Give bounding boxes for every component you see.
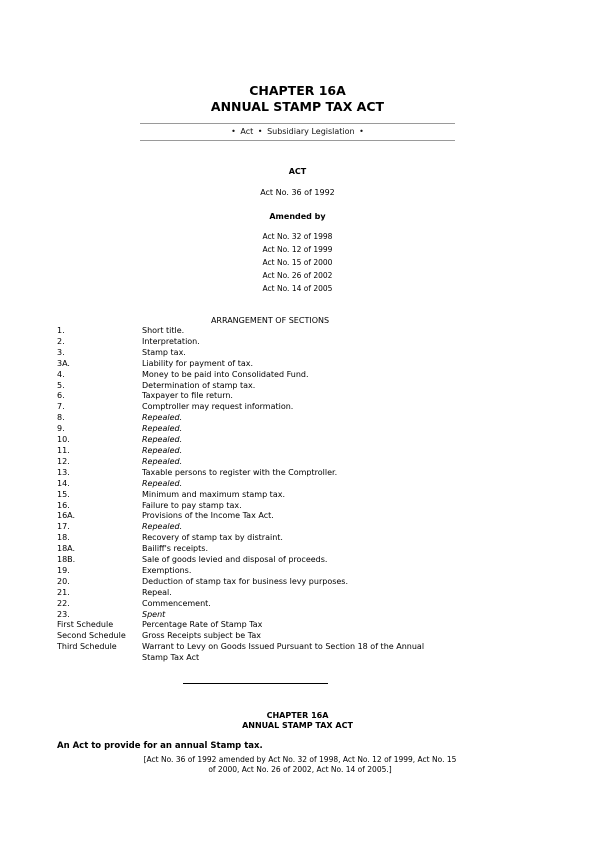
section-row[interactable] [57, 501, 442, 512]
section-number: Third Schedule [57, 642, 117, 652]
section-number: 12. [57, 456, 70, 466]
section-row[interactable] [57, 381, 442, 392]
section-row[interactable] [57, 435, 442, 446]
body-chapter-heading [0, 711, 595, 731]
section-title-link[interactable]: Repealed. [142, 413, 183, 423]
section-title-link[interactable]: Warrant to Levy on Goods Issued Pursuant to Section 18 of the Annual Stamp Tax Act [142, 642, 425, 663]
section-number: 22. [57, 598, 70, 608]
section-title-link[interactable]: Recovery of stamp tax by distraint. [142, 533, 283, 543]
section-row[interactable] [57, 326, 442, 337]
amended-by-label: Amended by [269, 212, 326, 221]
section-number: 23. [57, 609, 70, 619]
section-title-link[interactable]: Liability for payment of tax. [142, 358, 254, 368]
nav-bullet: • [231, 127, 236, 136]
section-number: 15. [57, 489, 70, 499]
section-number: 17. [57, 522, 70, 532]
section-number: 13. [57, 467, 70, 477]
section-number: 16A. [57, 511, 76, 521]
section-row[interactable] [57, 479, 442, 490]
section-title-link[interactable]: Determination of stamp tax. [142, 380, 256, 390]
section-title-link[interactable]: Money to be paid into Consolidated Fund. [142, 369, 309, 379]
nav-bullet: • [359, 127, 364, 136]
section-number: 14. [57, 478, 70, 488]
section-title-link[interactable]: Repealed. [142, 445, 183, 455]
amendment-item: Act No. 32 of 1998 [262, 232, 333, 241]
section-row[interactable] [57, 511, 442, 522]
long-title: An Act to provide for an annual Stamp tax. [57, 741, 263, 751]
section-number: Second Schedule [57, 631, 126, 641]
section-number: 1. [57, 326, 65, 335]
section-row[interactable] [57, 457, 442, 468]
body-act-title: ANNUAL STAMP TAX ACT [242, 721, 353, 730]
section-number: 21. [57, 587, 70, 597]
section-number: 3A. [57, 358, 70, 368]
nav-bottom-rule [140, 140, 455, 141]
section-number: 9. [57, 424, 65, 434]
section-title-link[interactable]: Taxable persons to register with the Comptroller. [142, 467, 338, 477]
section-row[interactable] [57, 544, 442, 555]
section-row[interactable] [57, 577, 442, 588]
section-title-link[interactable]: Deduction of stamp tax for business levy purposes. [142, 576, 349, 586]
section-title-link[interactable]: Provisions of the Income Tax Act. [142, 511, 274, 521]
amendment-citation: [Act No. 36 of 1992 amended by Act No. 32 of 1998, Act No. 12 of 1999, Act No. 15 of 2000, Act No. 26 of 2002, Act No. 14 of 2005.] [143, 755, 457, 774]
section-title-link[interactable]: Repealed. [142, 522, 183, 532]
section-title-link[interactable]: Gross Receipts subject be Tax [142, 631, 261, 641]
amendment-item: Act No. 15 of 2000 [262, 258, 333, 267]
section-row[interactable] [57, 566, 442, 577]
section-number: 19. [57, 565, 70, 575]
section-row[interactable] [57, 631, 442, 642]
section-title-link[interactable]: Failure to pay stamp tax. [142, 500, 242, 510]
section-row[interactable] [57, 413, 442, 424]
section-title-link[interactable]: Bailiff's receipts. [142, 544, 208, 554]
section-row[interactable] [57, 468, 442, 479]
section-row[interactable] [57, 522, 442, 533]
body-chapter-number: CHAPTER 16A [266, 711, 329, 720]
section-number: 18B. [57, 555, 76, 565]
section-row[interactable] [57, 533, 442, 544]
section-number: 10. [57, 435, 70, 445]
act-heading: ACT [288, 167, 307, 176]
subsidiary-legislation-link[interactable]: Subsidiary Legislation [267, 127, 355, 136]
section-row[interactable] [57, 490, 442, 501]
section-title-link[interactable]: Minimum and maximum stamp tax. [142, 489, 285, 499]
section-number: 5. [57, 380, 65, 390]
section-number: 3. [57, 347, 65, 357]
section-row[interactable] [57, 348, 442, 359]
section-number: 18A. [57, 544, 76, 554]
section-title-link[interactable]: Percentage Rate of Stamp Tax [142, 620, 263, 630]
section-title-link[interactable]: Taxpayer to file return. [142, 391, 233, 401]
section-row[interactable] [57, 359, 442, 370]
amendment-list [0, 230, 595, 295]
section-row[interactable] [57, 620, 442, 631]
section-title-link[interactable]: Repealed. [142, 435, 183, 445]
section-row[interactable] [57, 599, 442, 610]
section-number: 7. [57, 402, 65, 412]
section-row[interactable] [57, 424, 442, 435]
chapter-heading: CHAPTER 16A [249, 83, 346, 98]
section-title-link[interactable]: Interpretation. [142, 336, 200, 346]
section-title-link[interactable]: Exemptions. [142, 565, 192, 575]
section-title-link[interactable]: Short title. [142, 326, 185, 335]
section-number: 16. [57, 500, 70, 510]
amendment-item: Act No. 12 of 1999 [262, 245, 333, 254]
section-row[interactable] [57, 555, 442, 566]
sections-table [57, 326, 442, 664]
section-title-link[interactable]: Repeal. [142, 587, 172, 597]
section-number: 2. [57, 336, 65, 346]
section-number: First Schedule [57, 620, 114, 630]
section-number: 6. [57, 391, 65, 401]
section-row[interactable] [57, 610, 442, 621]
amendment-item: Act No. 14 of 2005 [262, 284, 333, 293]
section-separator [183, 683, 328, 684]
section-row[interactable] [57, 446, 442, 457]
section-row[interactable] [57, 391, 442, 402]
section-title-link[interactable]: Commencement. [142, 598, 211, 608]
act-title-heading: ANNUAL STAMP TAX ACT [210, 99, 385, 114]
section-title-link[interactable]: Repealed. [142, 456, 183, 466]
section-row[interactable] [57, 337, 442, 348]
section-row[interactable] [57, 642, 442, 664]
act-number: Act No. 36 of 1992 [260, 188, 335, 197]
act-link[interactable]: Act [240, 127, 254, 136]
section-number: 20. [57, 576, 70, 586]
section-title-link[interactable]: Repealed. [142, 424, 183, 434]
section-title-link[interactable]: Spent [142, 609, 166, 619]
arrangement-heading: ARRANGEMENT OF SECTIONS [210, 316, 330, 325]
section-number: 4. [57, 369, 65, 379]
section-row[interactable] [57, 402, 442, 413]
legislation-nav [0, 127, 595, 137]
section-number: 8. [57, 413, 65, 423]
section-row[interactable] [57, 588, 442, 599]
section-title-link[interactable]: Comptroller may request information. [142, 402, 294, 412]
nav-top-rule [140, 123, 455, 124]
nav-bullet: • [257, 127, 263, 136]
section-number: 11. [57, 445, 70, 455]
amendment-item: Act No. 26 of 2002 [262, 271, 333, 280]
section-row[interactable] [57, 370, 442, 381]
section-number: 18. [57, 533, 70, 543]
section-title-link[interactable]: Sale of goods levied and disposal of proceeds. [142, 555, 328, 565]
section-title-link[interactable]: Stamp tax. [142, 347, 186, 357]
section-title-link[interactable]: Repealed. [142, 478, 183, 488]
